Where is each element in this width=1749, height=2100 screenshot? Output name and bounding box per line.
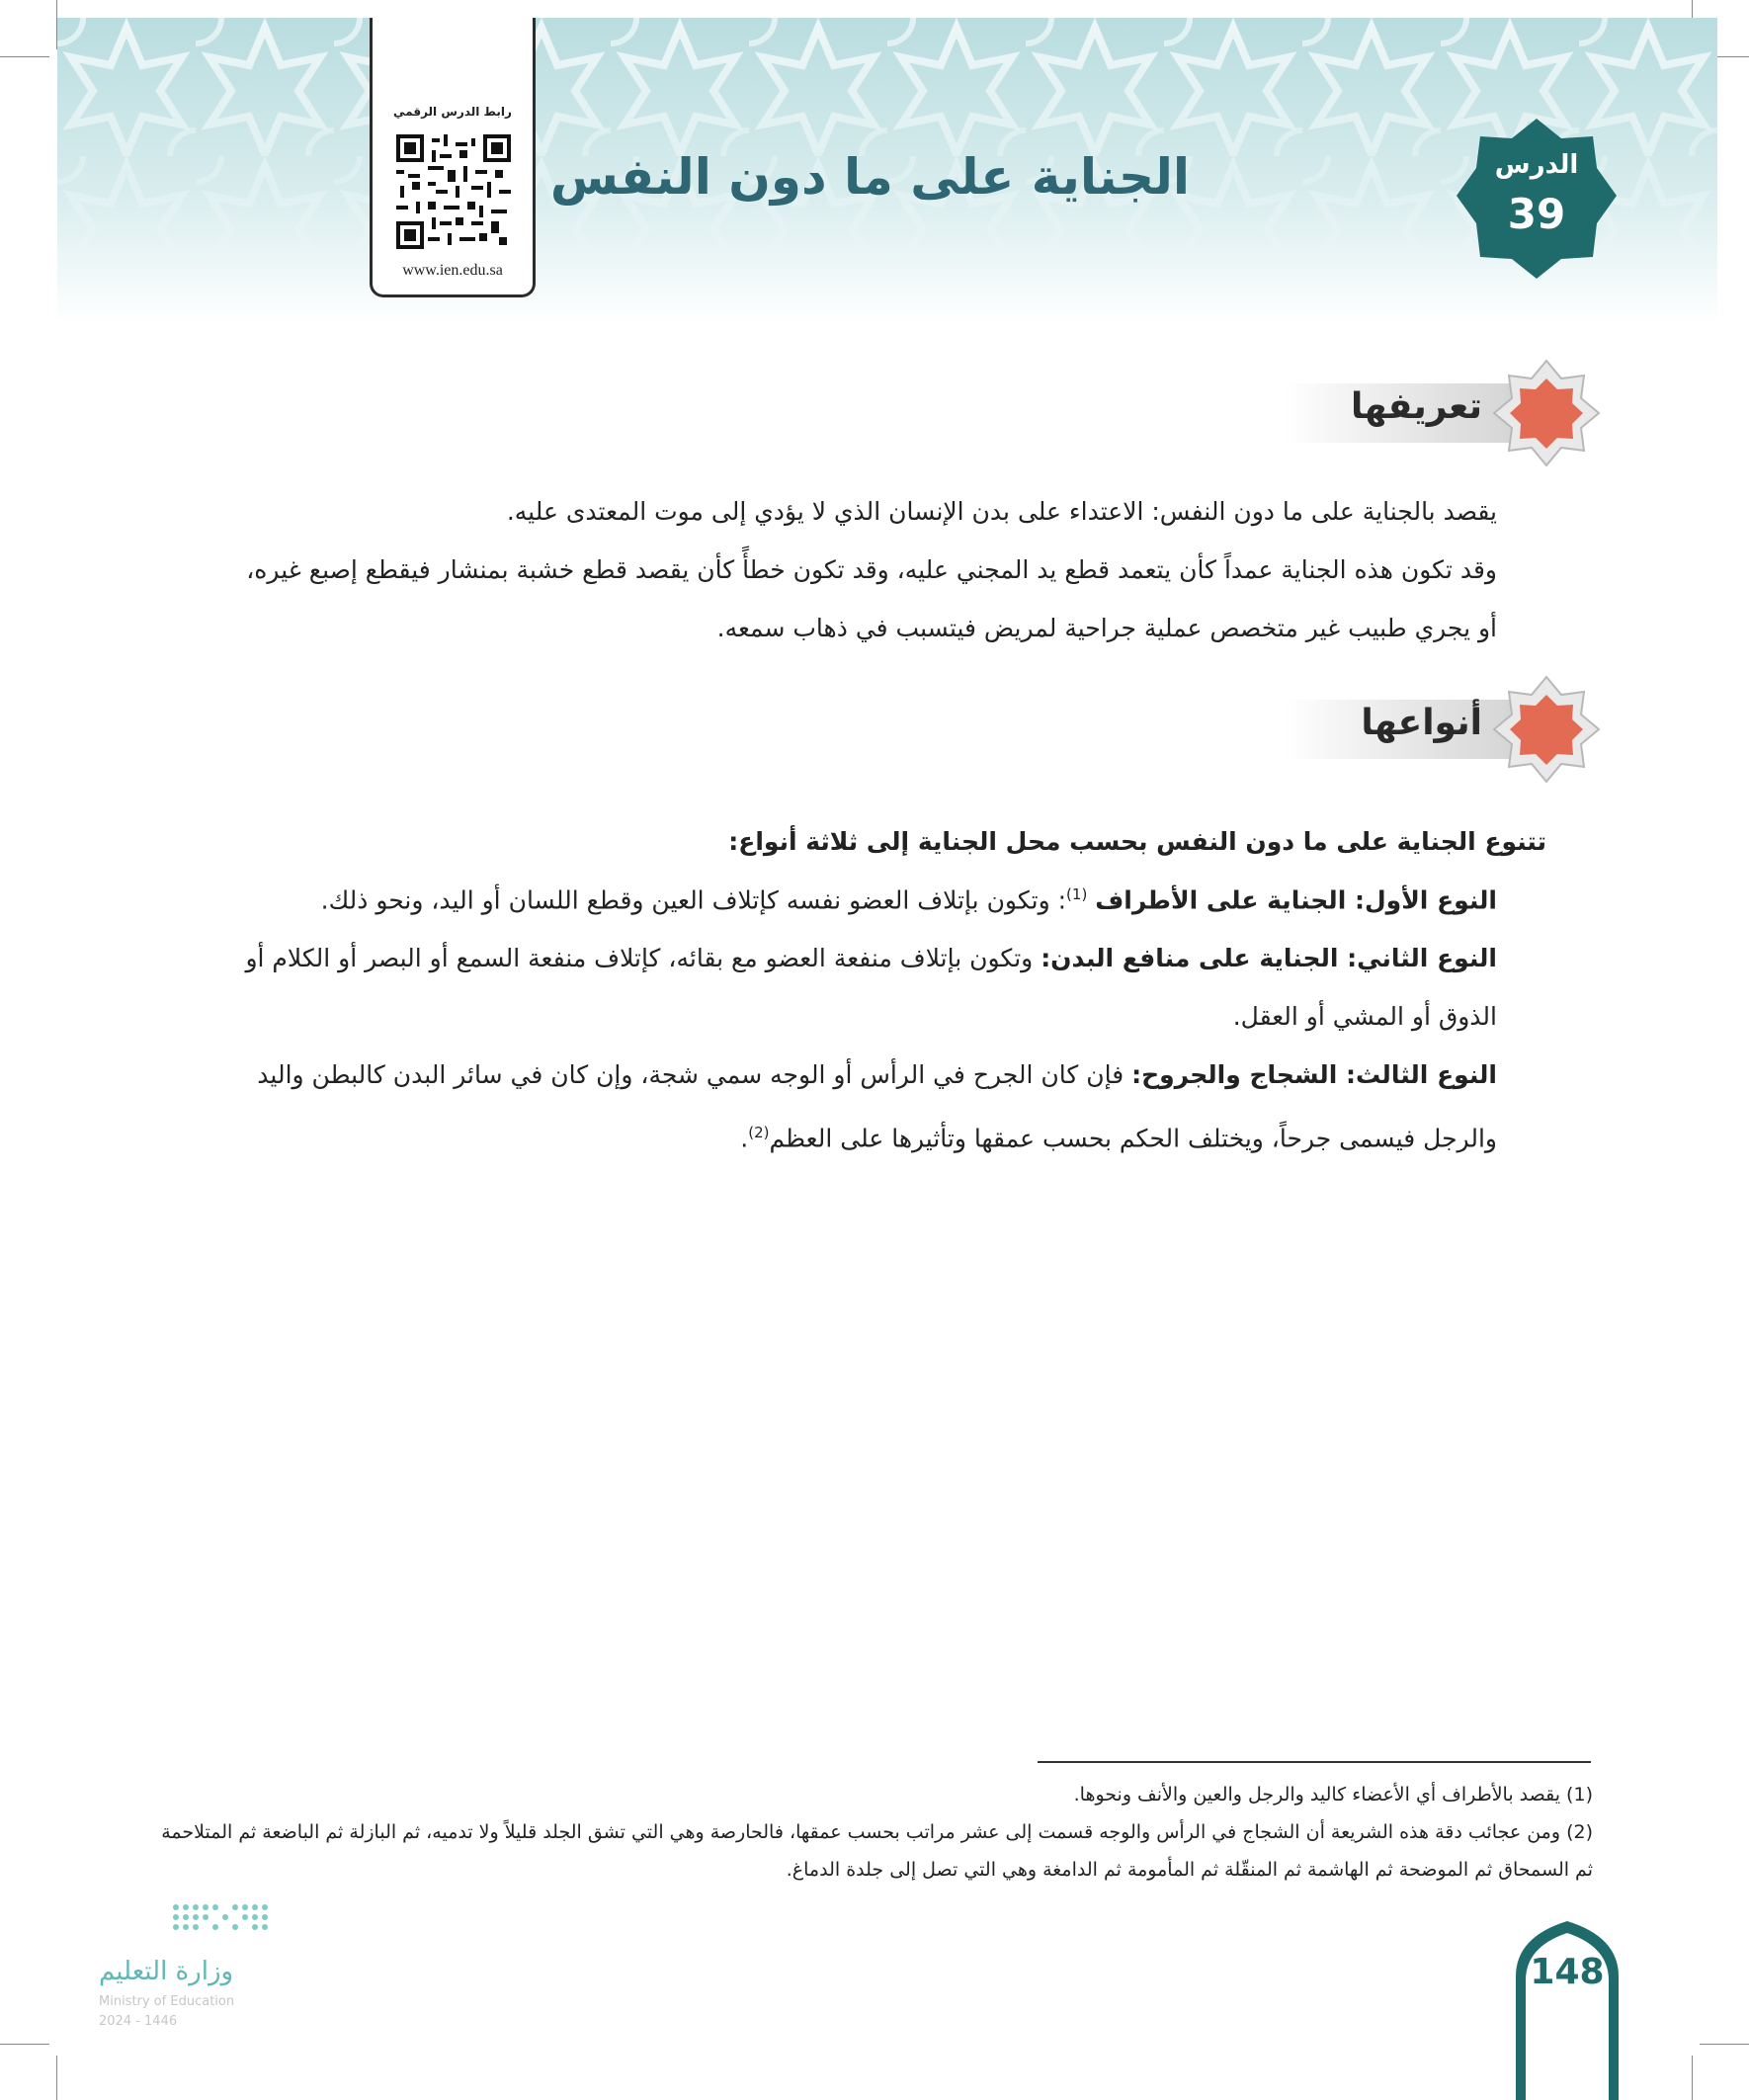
qr-caption: رابط الدرس الرقمي: [393, 105, 512, 119]
type-label: النوع الثالث: الشجاج والجروح:: [1131, 1060, 1497, 1090]
section-heading-types: [1285, 675, 1601, 784]
type-item: [222, 866, 1497, 929]
paragraph-line: وقد تكون هذه الجناية عمداً كأن يتعمد قطع يد المجني عليه، وقد تكون خطأً كأن يقصد قطع خشبة بمنشار فيقطع إصبع غيره، أو يجري طبيب غير متخصص عملية جراحية لمريض فيتسبب في ذهاب سمعه.: [246, 555, 1497, 642]
type-text: وتكون بإتلاف منفعة العضو مع بقائه، كإتلاف منفعة السمع أو البصر أو الكلام أو الذوق أو المشي أو العقل.: [245, 944, 1497, 1032]
definition-paragraph: [222, 482, 1497, 657]
footnote-divider: [1038, 1761, 1591, 1763]
crop-mark: [0, 2044, 49, 2045]
qr-card[interactable]: [370, 18, 536, 297]
footnote: (1) يقصد بالأطراف أي الأعضاء كاليد والرجل والعين والأنف ونحوها.: [1073, 1784, 1593, 1806]
page-number: 148: [1530, 1952, 1605, 1992]
type-end: .: [740, 1124, 749, 1153]
ministry-name-ar: وزارة التعليم: [99, 1957, 234, 1986]
crop-mark: [56, 2056, 57, 2100]
section-heading-definition: [1285, 359, 1601, 467]
type-item: [222, 929, 1497, 1046]
footnotes: [140, 1776, 1593, 1889]
type-label: النوع الثاني: الجناية على منافع البدن:: [1041, 944, 1497, 973]
types-intro: تتنوع الجناية على ما دون النفس بحسب محل الجناية إلى ثلاثة أنواع:: [728, 827, 1546, 856]
lesson-number: 39: [1507, 190, 1566, 238]
qr-url-link[interactable]: www.ien.edu.sa: [402, 262, 503, 279]
lesson-label: الدرس: [1494, 150, 1579, 180]
qr-code-icon[interactable]: [396, 134, 511, 249]
ministry-name-en: Ministry of Education: [99, 1994, 235, 2009]
academic-year: 2024 - 1446: [99, 2014, 178, 2029]
footnote-ref[interactable]: (2): [748, 1124, 770, 1142]
type-text: فإن كان الجرح في الرأس أو الوجه سمي شجة، وإن كان في سائر البدن كالبطن واليد والرجل فيسمى جرحاً، ويختلف الحكم بحسب عمقها وتأثيرها على العظم: [257, 1060, 1497, 1153]
octagon-icon: [1492, 359, 1601, 467]
crop-mark: [1700, 2044, 1749, 2045]
type-label: النوع الأول: الجناية على الأطراف: [1095, 885, 1497, 915]
types-list: [222, 866, 1497, 1168]
footnote-ref[interactable]: (1): [1066, 885, 1088, 903]
page-title: الجناية على ما دون النفس: [549, 148, 1190, 206]
footnote: (2) ومن عجائب دقة هذه الشريعة أن الشجاج في الرأس والوجه قسمت إلى عشر مراتب بحسب عمقها، فالحارصة وهي التي تشق الجلد قليلاً ولا تدميه، ثم البازلة ثم الباضعة ثم المتلاحمة ثم السمحاق ثم الموضحة ثم الهاشمة ثم المنقّلة ثم المأمومة ثم الدامغة وهي التي تصل إلى جلدة الدماغ.: [161, 1821, 1593, 1881]
crop-mark: [1692, 2056, 1693, 2100]
octagon-icon: [1492, 675, 1601, 784]
ministry-logo-icon: [95, 1895, 273, 1955]
type-text: : وتكون بإتلاف العضو نفسه كإتلاف العين وقطع اللسان أو اليد، ونحو ذلك.: [320, 885, 1067, 915]
type-item: [222, 1046, 1497, 1167]
crop-mark: [0, 56, 49, 57]
section-title: أنواعها: [1361, 703, 1482, 743]
page-number-tab: [1512, 1917, 1623, 2100]
paragraph-line: يقصد بالجناية على ما دون النفس: الاعتداء على بدن الإنسان الذي لا يؤدي إلى موت المعتدى عليه.: [506, 497, 1497, 526]
section-title: تعريفها: [1351, 386, 1482, 427]
